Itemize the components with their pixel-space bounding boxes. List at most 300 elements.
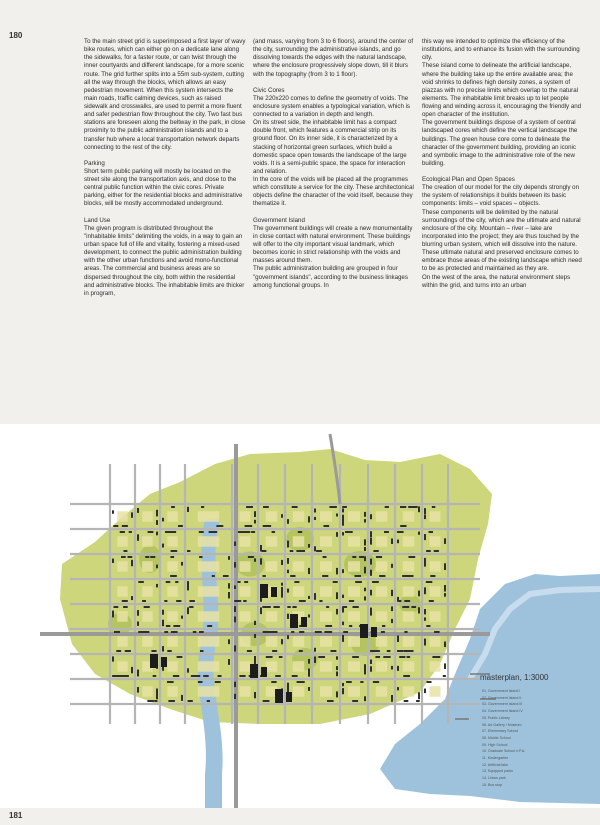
building-block — [411, 506, 418, 508]
building-block — [287, 683, 289, 687]
section-heading: Land Use — [84, 216, 111, 224]
building-block — [187, 581, 189, 587]
building-block — [429, 531, 434, 533]
building-block — [121, 556, 126, 558]
building-block — [364, 567, 366, 574]
building-block — [156, 689, 158, 695]
building-block — [223, 575, 229, 577]
building-block — [263, 506, 269, 508]
building-block — [397, 540, 399, 544]
building-block — [273, 606, 279, 608]
building-block — [432, 656, 438, 658]
building-block — [171, 550, 178, 552]
civic-core-void — [320, 511, 332, 522]
building-block — [129, 531, 132, 533]
building-block — [434, 550, 439, 552]
building-block — [336, 691, 338, 697]
building-block — [168, 700, 175, 702]
building-block — [355, 575, 362, 577]
government-building — [271, 587, 277, 597]
body-paragraph: The government buildings dispose of a system of central landscaped cores which define the vertical landscape the buildings. The green house core come to delineate the character of the government building, providing an iconic and symbolic image to the administrative role of the new building. — [422, 119, 578, 167]
building-block — [243, 600, 246, 602]
body-paragraph: These island come to delineate the artificial landscape, where the building take up the entire available area; the void shrinks to defines high density zones, a system of piazzas with no precise limits which overlap to the natural elements. The inhabitable limit breaks up to let people flowing and winding across it, encouraging the friendly and open character of the institution. — [422, 62, 582, 119]
building-block — [228, 659, 230, 665]
building-block — [245, 525, 252, 527]
building-block — [322, 575, 328, 577]
government-building — [286, 692, 292, 702]
building-block — [370, 559, 372, 565]
building-block — [443, 675, 446, 677]
building-block — [391, 606, 393, 611]
body-paragraph: To the main street grid is superimposed a first layer of wavy bike routes, which can either go on a dedicate lane along the sidewalks, for a faster route, or can twist through the inner courtyards and different landscape, for a more scenic route. The grid further splits into a 55m sub-system, cutting all the way through the blocks, which allows an easy pedestrian movement. When this system intersects the main roads, traffic calming devices, such as raised sidewalk and crosswalks, are used to permit a more fluent and safer pedestrian flow throughout the city. Two fast bus stations are foreseen along the beltway in the park, in close proximity to the public administration islands and to a transfer hub where a local transportation network departs connecting to the rest of the city. — [84, 38, 246, 151]
building-block — [399, 656, 405, 658]
building-block — [444, 585, 446, 592]
building-block — [292, 606, 296, 608]
building-block — [434, 631, 440, 633]
civic-core-void — [117, 536, 128, 547]
building-block — [314, 593, 316, 600]
building-block — [314, 546, 316, 551]
building-block — [370, 514, 372, 519]
building-block — [281, 639, 283, 644]
building-block — [272, 631, 276, 633]
building-block — [260, 559, 262, 565]
civic-core-void — [403, 636, 415, 647]
government-building — [371, 627, 377, 637]
building-block — [228, 639, 230, 644]
civic-core-void — [348, 511, 360, 522]
building-block — [254, 558, 256, 561]
building-block — [391, 590, 393, 595]
government-building — [360, 624, 368, 638]
building-block — [323, 556, 327, 558]
building-block — [287, 519, 289, 524]
building-block — [234, 600, 241, 602]
building-block — [189, 606, 193, 608]
building-block — [137, 687, 139, 693]
building-block — [424, 515, 426, 519]
section-heading: Ecological Plan and Open Spaces — [422, 176, 515, 184]
civic-core-void — [293, 661, 305, 672]
building-block — [292, 675, 298, 677]
civic-core-void — [198, 561, 220, 572]
building-block — [113, 525, 118, 527]
building-block — [166, 625, 170, 627]
building-block — [406, 600, 410, 602]
building-block — [342, 569, 344, 573]
civic-core-void — [142, 536, 153, 547]
building-block — [150, 556, 155, 558]
building-block — [370, 660, 372, 665]
building-block — [272, 531, 275, 533]
building-block — [308, 687, 310, 691]
building-block — [342, 607, 344, 612]
building-block — [138, 581, 144, 583]
civic-core-void — [198, 686, 220, 697]
building-block — [364, 696, 366, 701]
building-block — [375, 681, 379, 683]
building-block — [342, 509, 344, 513]
building-block — [355, 581, 362, 583]
building-block — [308, 516, 310, 522]
legend-item: 05. Public Library — [482, 715, 510, 720]
body-paragraph: The public administration building are grouped in four "government islands", according to the business linkages among functional groups. In — [253, 265, 408, 289]
building-block — [128, 556, 133, 558]
building-block — [254, 621, 256, 625]
legend-item: 08. Middle School — [482, 735, 511, 740]
building-block — [243, 531, 250, 533]
civic-core-void — [167, 586, 178, 597]
civic-core-void — [403, 611, 415, 622]
building-block — [409, 556, 416, 558]
building-block — [381, 631, 385, 633]
building-block — [376, 556, 382, 558]
government-building — [275, 689, 283, 703]
text-column-1 — [84, 38, 246, 414]
civic-core-void — [348, 661, 360, 672]
building-block — [137, 670, 139, 676]
civic-core-void — [403, 586, 415, 597]
building-block — [156, 694, 158, 700]
building-block — [254, 512, 256, 517]
building-block — [342, 519, 344, 525]
building-block — [299, 550, 305, 552]
building-block — [170, 575, 175, 577]
building-block — [402, 606, 409, 608]
building-block — [246, 506, 253, 508]
building-block — [373, 550, 378, 552]
building-block — [268, 631, 272, 633]
civic-core-void — [376, 636, 388, 647]
building-block — [308, 570, 310, 575]
building-block — [147, 700, 154, 702]
building-block — [263, 575, 266, 577]
legend-item: 01. Government Island I — [482, 689, 521, 693]
building-block — [342, 688, 344, 694]
masterplan-legend — [482, 688, 592, 789]
building-block — [187, 550, 190, 552]
civic-core-void — [348, 686, 360, 697]
building-block — [400, 506, 406, 508]
building-block — [287, 589, 289, 593]
legend-item: 04. Government Island IV — [482, 709, 523, 714]
civic-core-void — [167, 536, 178, 547]
building-block — [336, 656, 338, 659]
building-block — [418, 591, 420, 597]
building-block — [308, 596, 310, 599]
civic-core-void — [376, 661, 388, 672]
building-block — [299, 650, 303, 652]
building-block — [364, 669, 366, 675]
legend-item: 12. Artificial lake — [482, 762, 508, 767]
civic-core-void — [117, 661, 128, 672]
government-building — [261, 667, 267, 677]
building-block — [238, 531, 243, 533]
civic-core-void — [142, 586, 153, 597]
building-block — [427, 681, 432, 683]
building-block — [287, 541, 289, 548]
building-block — [212, 575, 215, 577]
building-block — [173, 675, 179, 677]
legend-item: 03. Government Island III — [482, 702, 523, 707]
building-block — [360, 681, 363, 683]
building-block — [353, 606, 359, 608]
building-block — [228, 583, 230, 588]
building-block — [201, 506, 204, 508]
building-block — [299, 631, 304, 633]
civic-core-void — [430, 586, 441, 597]
building-block — [426, 625, 430, 627]
building-block — [424, 508, 426, 514]
building-block — [424, 609, 426, 614]
civic-core-void — [348, 561, 360, 572]
building-block — [287, 558, 289, 564]
building-block — [287, 614, 289, 619]
building-block — [178, 525, 183, 527]
building-block — [418, 607, 420, 613]
building-block — [308, 669, 310, 673]
government-building — [301, 617, 307, 627]
building-block — [308, 614, 310, 617]
body-paragraph: The 220x220 comes to define the geometry of voids. The enclosure system enables a typological variation, which is connected to a variation in depth and length. — [253, 94, 411, 119]
building-block — [281, 592, 283, 598]
legend-item: 09. High School — [482, 742, 508, 747]
government-building — [150, 654, 158, 668]
building-block — [391, 666, 393, 670]
civic-core-void — [266, 536, 278, 547]
building-block — [162, 646, 164, 651]
building-block — [336, 532, 338, 537]
building-block — [165, 531, 170, 533]
building-block — [407, 656, 411, 658]
civic-core-void — [266, 561, 278, 572]
civic-core-void — [320, 561, 332, 572]
building-block — [397, 687, 399, 690]
building-block — [308, 544, 310, 548]
building-block — [324, 525, 330, 527]
building-block — [212, 531, 217, 533]
building-block — [262, 606, 268, 608]
civic-core-void — [376, 611, 388, 622]
building-block — [271, 681, 276, 683]
building-block — [260, 545, 262, 551]
building-block — [318, 656, 325, 658]
civic-core-void — [167, 636, 178, 647]
building-block — [181, 616, 183, 619]
civic-core-void — [198, 586, 220, 597]
building-block — [148, 531, 154, 533]
building-block — [387, 656, 390, 658]
building-block — [333, 581, 338, 583]
building-block — [383, 656, 387, 658]
building-block — [308, 659, 310, 664]
building-block — [234, 617, 236, 623]
building-block — [263, 631, 269, 633]
civic-core-void — [430, 661, 441, 672]
building-block — [397, 597, 399, 601]
civic-core-void — [167, 561, 178, 572]
building-block — [203, 675, 209, 677]
building-block — [342, 515, 344, 520]
building-block — [364, 547, 366, 551]
building-block — [327, 700, 333, 702]
civic-core-void — [240, 561, 251, 572]
building-block — [162, 544, 164, 548]
building-block — [336, 666, 338, 670]
building-block — [137, 610, 139, 616]
building-block — [364, 539, 366, 545]
civic-core-void — [320, 636, 332, 647]
building-block — [275, 675, 281, 677]
building-block — [166, 581, 171, 583]
legend-item: 02. Government Island II — [482, 695, 522, 700]
building-block — [173, 625, 180, 627]
civic-core-void — [430, 636, 441, 647]
civic-core-void — [430, 511, 441, 522]
building-block — [131, 667, 133, 673]
building-block — [177, 656, 183, 658]
building-block — [142, 600, 146, 602]
civic-core-void — [403, 686, 415, 697]
building-block — [156, 520, 158, 525]
building-block — [207, 625, 212, 627]
building-block — [297, 681, 301, 683]
building-block — [151, 650, 156, 652]
page-number-bottom: 181 — [9, 811, 23, 820]
masterplan-title: masterplan, 1:3000 — [480, 673, 549, 682]
building-block — [162, 518, 164, 522]
building-block — [164, 600, 167, 602]
building-block — [384, 531, 389, 533]
building-block — [336, 514, 338, 517]
building-block — [391, 539, 393, 545]
civic-core-void — [198, 511, 220, 522]
civic-core-void — [430, 686, 441, 697]
building-block — [261, 550, 266, 552]
building-block — [187, 507, 189, 512]
building-block — [404, 650, 411, 652]
government-building — [250, 664, 258, 678]
building-block — [416, 700, 420, 702]
paragraph-gap — [253, 79, 415, 87]
building-block — [418, 692, 420, 699]
building-block — [156, 510, 158, 517]
legend-item: 14. Urban park — [482, 776, 506, 781]
building-block — [336, 568, 338, 575]
building-block — [144, 606, 150, 608]
building-block — [424, 534, 426, 540]
building-block — [298, 531, 302, 533]
building-block — [156, 565, 158, 569]
body-paragraph: On the west of the area, the natural environment steps within the grid, and turns into an urban — [422, 273, 571, 289]
building-block — [281, 583, 283, 586]
civic-core-void — [117, 636, 128, 647]
legend-item: 15. Bus stop — [482, 782, 502, 787]
building-block — [342, 622, 344, 626]
body-paragraph: The government buildings will create a new monumentality in close contact with natural environment. These buildings will offer to the city important visual landmark, which becomes iconic in strict relationship with the voids and masses around them. — [253, 224, 413, 265]
civic-core-void — [403, 536, 415, 547]
civic-core-void — [240, 611, 251, 622]
building-block — [336, 609, 338, 615]
building-block — [154, 700, 157, 702]
building-block — [131, 596, 133, 600]
civic-core-void — [320, 536, 332, 547]
building-block — [234, 645, 236, 651]
building-block — [199, 631, 204, 633]
building-block — [364, 588, 366, 592]
building-block — [228, 556, 230, 560]
building-block — [193, 631, 197, 633]
paragraph-gap — [84, 209, 246, 217]
building-block — [410, 575, 413, 577]
building-block — [122, 525, 128, 527]
building-block — [153, 675, 157, 677]
building-block — [342, 506, 347, 508]
civic-core-void — [403, 511, 415, 522]
building-block — [247, 650, 252, 652]
body-paragraph: this way we intended to optimize the efficiency of the institutions, and to enhance its fusion with the surrounding city. — [422, 38, 580, 62]
civic-core-void — [320, 686, 332, 697]
building-block — [314, 517, 316, 520]
civic-core-void — [293, 536, 305, 547]
building-block — [196, 675, 201, 677]
building-block — [263, 700, 270, 702]
civic-core-void — [142, 561, 153, 572]
building-block — [336, 592, 338, 598]
building-block — [251, 531, 255, 533]
civic-core-void — [348, 636, 360, 647]
government-building — [290, 614, 298, 628]
building-block — [162, 620, 164, 627]
civic-core-void — [376, 686, 388, 697]
building-block — [319, 600, 322, 602]
civic-core-void — [348, 536, 360, 547]
building-block — [364, 596, 366, 600]
building-block — [418, 506, 420, 512]
building-block — [238, 581, 241, 583]
building-block — [164, 631, 168, 633]
civic-core-void — [142, 511, 153, 522]
civic-core-void — [240, 636, 251, 647]
legend-item: 06. Art Gallery / Museum — [482, 722, 522, 727]
building-block — [272, 650, 277, 652]
building-block — [370, 608, 372, 614]
building-block — [137, 534, 139, 541]
building-block — [343, 631, 347, 633]
civic-core-void — [320, 661, 332, 672]
building-block — [370, 538, 372, 545]
civic-core-void — [117, 611, 128, 622]
building-block — [171, 631, 178, 633]
building-block — [364, 512, 366, 517]
civic-core-void — [142, 636, 153, 647]
building-block — [287, 606, 291, 608]
civic-core-void — [142, 686, 153, 697]
building-block — [347, 531, 353, 533]
paragraph-gap — [422, 168, 584, 176]
building-block — [240, 675, 244, 677]
building-block — [198, 681, 203, 683]
civic-core-void — [240, 536, 251, 547]
building-block — [432, 506, 436, 508]
building-block — [200, 650, 204, 652]
building-block — [290, 550, 294, 552]
building-block — [397, 666, 399, 671]
building-block — [444, 663, 446, 668]
building-block — [370, 650, 375, 652]
page-number-top: 180 — [9, 31, 23, 40]
building-block — [424, 689, 426, 693]
